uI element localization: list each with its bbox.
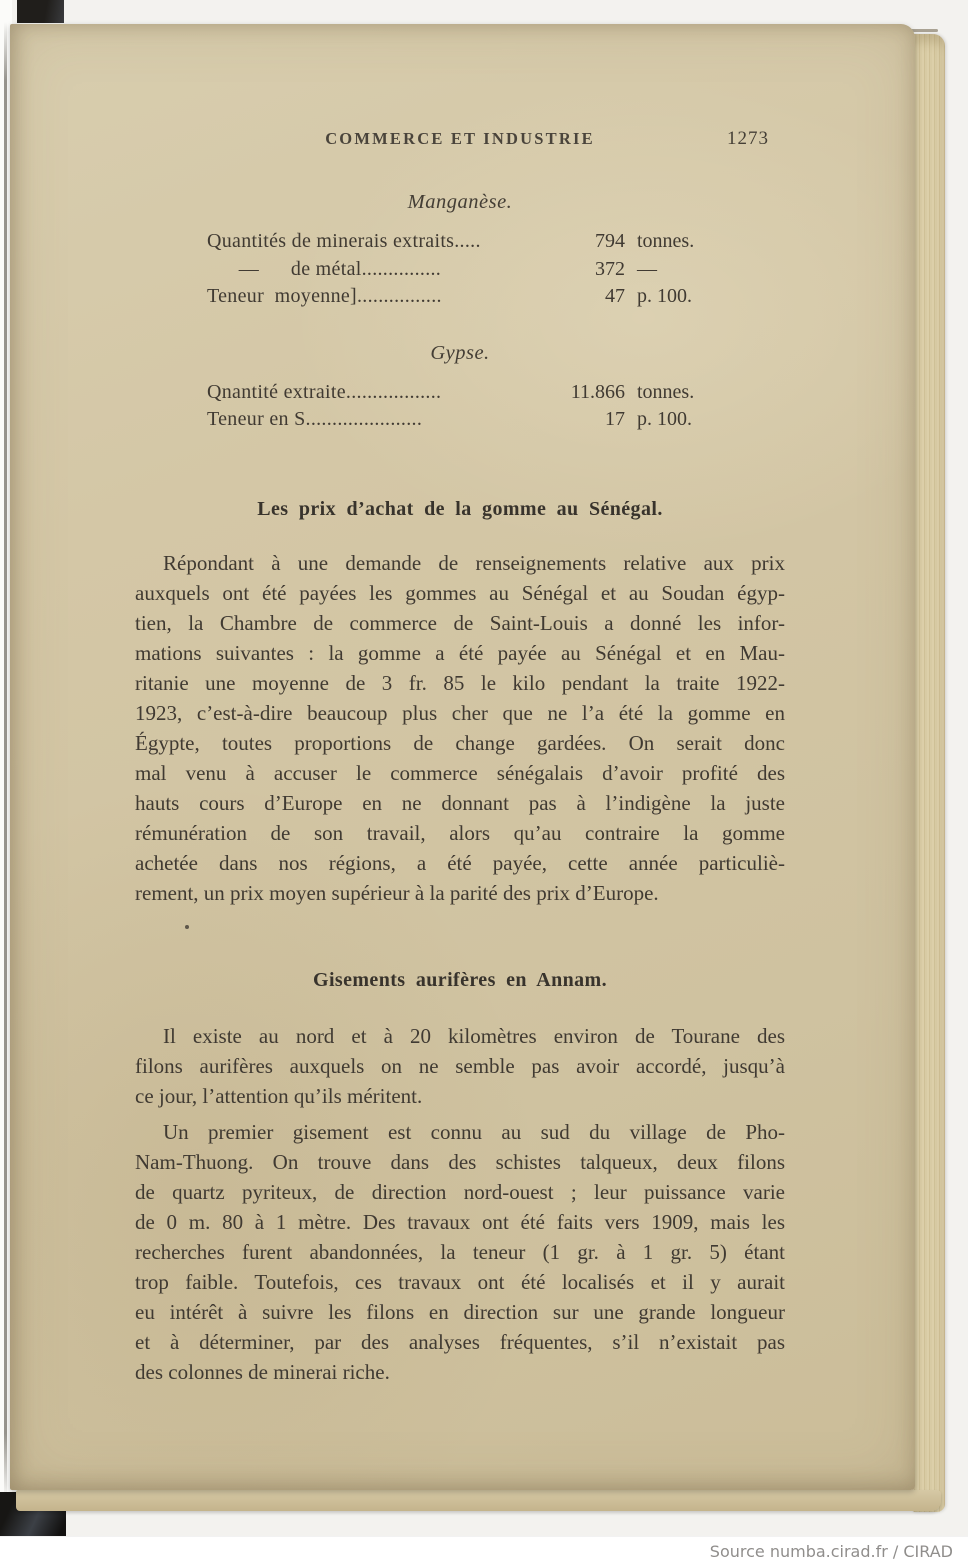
text-line: Il existe au nord et à 20 kilomètres environ de Tourane des: [163, 1023, 785, 1048]
text-line: ritanie une moyenne de 3 fr. 85 le kilo pendant la traite 1922-: [135, 670, 785, 695]
mineral-row: [135, 406, 785, 434]
mineral-row-label: Teneur en S......................: [207, 408, 423, 430]
text-line: de quartz pyriteux, de direction nord-ouest ; leur puissance varie: [135, 1179, 785, 1204]
mineral-section-title-gypse: Gypse.: [430, 341, 490, 364]
source-attribution: Source numba.cirad.fr / CIRAD: [709, 1542, 953, 1561]
book-spine-shadow-line: [4, 22, 7, 1492]
mineral-row: [135, 283, 785, 311]
mineral-row-value: 794: [595, 230, 625, 252]
text-line: rémunération de son travail, alors qu’au contraire la gomme: [135, 820, 785, 845]
mineral-row-unit: p. 100.: [637, 285, 692, 307]
mineral-table-manganese: [135, 228, 785, 311]
page-fore-edge: [912, 34, 945, 1512]
text-line: 1923, c’est-à-dire beaucoup plus cher que ne l’a été la gomme en: [135, 700, 785, 725]
text-line: Un premier gisement est connu au sud du village de Pho-: [163, 1119, 785, 1144]
mineral-table-gypse: [135, 379, 785, 434]
text-line: recherches furent abandonnées, la teneur (1 gr. à 1 gr. 5) étant: [135, 1239, 785, 1264]
mineral-row-unit: tonnes.: [637, 380, 695, 403]
text-line: ce jour, l’attention qu’ils méritent.: [135, 1083, 423, 1108]
mineral-row-unit: —: [637, 257, 657, 280]
mineral-row-value: 11.866: [570, 380, 625, 403]
text-line: Égypte, toutes proportions de change gardées. On serait donc: [135, 730, 785, 755]
mineral-row-value: 17: [605, 408, 625, 430]
text-line: eu intérêt à suivre les filons en direction sur une grande longueur: [135, 1299, 785, 1324]
mineral-row: [135, 228, 785, 256]
text-line: achetée dans nos régions, a été payée, cette année particuliè-: [135, 850, 785, 875]
article-title-gomme-senegal: Les prix d’achat de la gomme au Sénégal.: [257, 497, 663, 520]
page-number: 1273: [727, 128, 769, 149]
text-line: des colonnes de minerai riche.: [135, 1359, 390, 1384]
mineral-row-value: 47: [605, 285, 625, 307]
text-line: filons aurifères auxquels on ne semble pas avoir accordé, jusqu’à: [135, 1053, 785, 1078]
mineral-row-label: — de métal...............: [207, 257, 442, 280]
text-line: de 0 m. 80 à 1 mètre. Des travaux ont été faits vers 1909, mais les: [135, 1209, 785, 1234]
mineral-row-unit: tonnes.: [637, 230, 695, 252]
mineral-row-label: Quantités de minerais extraits.....: [207, 230, 481, 252]
text-line: et à déterminer, par des analyses fréquentes, s’il n’existait pas: [135, 1329, 785, 1354]
mineral-row-unit: p. 100.: [637, 408, 692, 430]
paragraph: [135, 1021, 785, 1111]
running-header: [135, 128, 785, 150]
mineral-section-title-manganese: Manganèse.: [407, 191, 513, 213]
paragraph: [135, 1117, 785, 1387]
text-line: mations suivantes : la gomme a été payée au Sénégal et en Mau-: [135, 640, 785, 665]
text-line: auxquels ont été payées les gommes au Sénégal et au Soudan égyp-: [135, 580, 785, 605]
page-content: [135, 128, 785, 1566]
running-header-title: COMMERCE ET INDUSTRIE: [325, 129, 595, 148]
book-spine-block-top: [17, 0, 64, 23]
text-line: Répondant à une demande de renseignements relative aux prix: [163, 550, 785, 575]
paragraph: [135, 548, 785, 908]
text-line: tien, la Chambre de commerce de Saint-Louis a donné les infor-: [135, 610, 785, 635]
text-line: rement, un prix moyen supérieur à la parité des prix d’Europe.: [135, 880, 659, 905]
text-line: hauts cours d’Europe en ne donnant pas à l’indigène la juste: [135, 790, 785, 815]
mineral-row: [135, 379, 785, 407]
mineral-row-label: Qnantité extraite..................: [207, 380, 442, 403]
mineral-row-label: Teneur moyenne]................: [207, 285, 442, 307]
text-line: mal venu à accuser le commerce sénégalais d’avoir profité des: [135, 760, 785, 785]
text-line: trop faible. Toutefois, ces travaux ont été localisés et il y aurait: [135, 1269, 785, 1294]
book-page: [10, 24, 915, 1490]
mineral-row-value: 372: [595, 257, 625, 280]
text-line: Nam-Thuong. On trouve dans des schistes talqueux, deux filons: [135, 1149, 785, 1174]
footer-bar: [0, 1536, 968, 1566]
article-title-gisements-annam: Gisements aurifères en Annam.: [313, 968, 607, 991]
mineral-row: [135, 256, 785, 284]
